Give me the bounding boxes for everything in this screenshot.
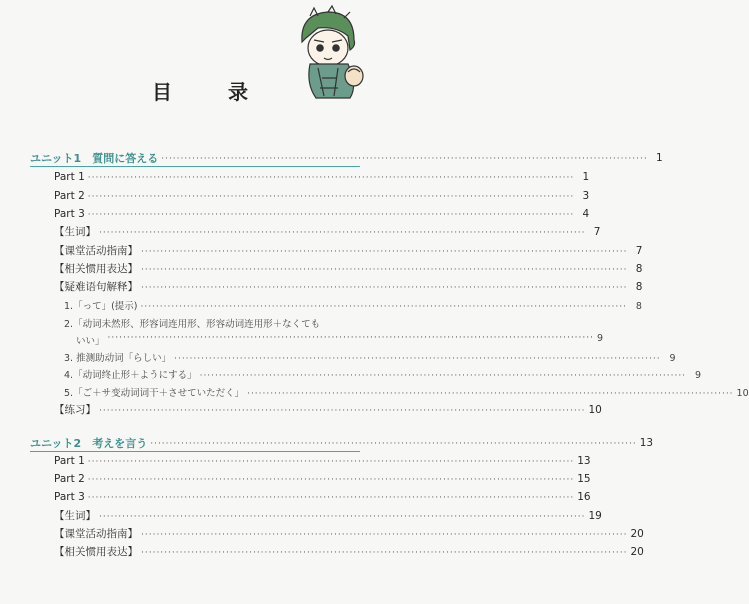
toc-item-page: 4 [582,208,590,220]
toc-item-page: 7 [593,226,601,238]
toc-item-label: Part 1 [54,455,85,467]
toc-item-label: Part 2 [54,473,85,485]
leader-dots: ······························································································································ [107,333,594,343]
toc-unit-2-page: 13 [639,437,654,449]
leader-dots: ······························································································································ [141,283,628,293]
toc-item-label: Part 2 [54,190,85,202]
toc-subitem-label: 3. 推测助动词「らしい」 [64,353,172,364]
leader-dots: ······························································································································ [87,457,575,467]
toc-item-page: 10 [588,404,602,416]
toc-item-page: 13 [577,455,591,467]
leader-dots: ······························································································································ [141,265,628,275]
toc-item-label: 【课堂活动指南】 [54,528,138,540]
leader-dots: ······························································································································ [199,371,687,381]
leader-dots: ······························································································································ [87,173,575,183]
toc-item-page: 15 [577,473,591,485]
leader-dots: ······························································································································ [140,302,627,312]
toc-subitem-label: 2.「动词未然形、形容词连用形、形容动词连用形＋なくても [64,319,321,330]
toc-subitem-label: 5.「ご＋サ变动词词干＋させていただく」 [64,388,245,399]
toc-u2-expressions[interactable] [54,546,644,559]
toc-item-label: 【相关惯用表达】 [54,546,138,558]
toc-subitem-page: 10 [736,388,749,399]
toc-item-label: Part 3 [54,491,85,503]
toc-item-label: Part 1 [54,171,85,183]
toc-u1-vocab[interactable] [54,226,601,239]
toc-u1-exercise[interactable] [54,404,602,417]
toc-item-page: 16 [577,491,591,503]
toc-unit-2-label: ユニット2 考えを言う [30,437,148,450]
leader-dots: ······························································································································ [247,389,734,399]
toc-subitem-page: 8 [635,301,642,312]
toc-item-label: 【相关惯用表达】 [54,263,138,275]
toc-item-page: 8 [635,281,643,293]
toc-item-page: 3 [582,190,590,202]
leader-dots: ······························································································································ [87,192,575,202]
toc-item-label: 【课堂活动指南】 [54,245,138,257]
toc-u2-part-1[interactable] [54,455,591,468]
toc-u1-sub-5[interactable] [64,387,749,400]
toc-unit-1-page: 1 [656,152,663,164]
leader-dots: ······························································································································ [161,154,648,164]
leader-dots: ······························································································································ [87,210,575,220]
toc-subitem-label: 4.「动词终止形＋ようにする」 [64,370,197,381]
leader-dots: ······························································································································ [99,228,586,238]
leader-dots: ······························································································································ [87,475,575,485]
leader-dots: ······························································································································ [150,439,637,449]
toc-u1-sub-4[interactable] [64,369,702,382]
toc-u1-part-3[interactable] [54,208,590,221]
toc-unit-2[interactable] [30,437,654,450]
leader-dots: ······························································································································ [141,530,628,540]
toc-u1-sub-3[interactable] [64,352,676,365]
toc-u1-part-1[interactable] [54,171,590,184]
leader-dots: ······························································································································ [99,512,586,522]
toc-subitem-page: 9 [695,370,702,381]
toc-u1-sub-2[interactable] [64,318,356,331]
toc-unit-1[interactable] [30,152,663,165]
toc-u1-part-2[interactable] [54,190,590,203]
toc-item-label: 【疑难语句解释】 [54,281,138,293]
toc-item-label: 【练习】 [54,404,96,416]
toc-subitem-page: 9 [669,353,676,364]
toc-item-page: 20 [630,528,644,540]
toc-u1-sub-1[interactable] [64,300,642,313]
toc-item-page: 8 [635,263,643,275]
leader-dots: ······························································································································ [87,493,575,503]
toc-u1-explanations[interactable] [54,281,643,294]
toc-subitem-label: 1.「って」(提示) [64,301,138,312]
toc-u1-activity-guide[interactable] [54,245,643,258]
leader-dots: ······························································································································ [174,354,661,364]
leader-dots: ······························································································································ [99,406,586,416]
toc-item-page: 20 [630,546,644,558]
toc-subitem-page: 9 [596,333,604,344]
toc-u2-activity-guide[interactable] [54,528,644,541]
toc-item-page: 19 [588,510,602,522]
toc-item-page: 7 [635,245,643,257]
toc-u1-sub-2-continued[interactable] [76,333,604,347]
toc-item-page: 1 [582,171,590,183]
toc-u2-part-2[interactable] [54,473,591,486]
page-title: 目 录 [152,80,266,104]
toc-item-label: 【生词】 [54,226,96,238]
toc-unit-1-label: ユニット1 質問に答える [30,152,159,165]
toc-u2-vocab[interactable] [54,510,602,523]
toc-item-label: Part 3 [54,208,85,220]
toc-subitem-label: いい」 [76,336,105,347]
toc-u2-part-3[interactable] [54,491,591,504]
toc-item-label: 【生词】 [54,510,96,522]
toc-u1-expressions[interactable] [54,263,643,276]
leader-dots: ······························································································································ [141,247,628,257]
leader-dots: ······························································································································ [141,548,628,558]
